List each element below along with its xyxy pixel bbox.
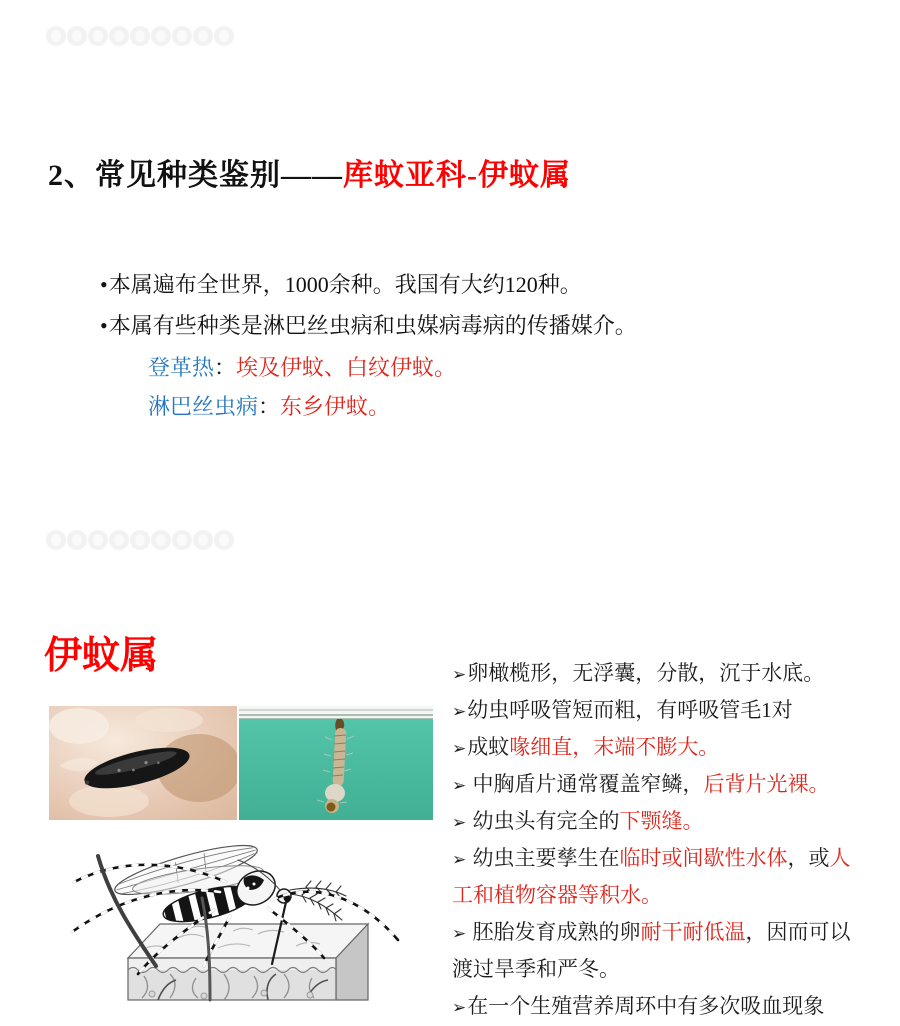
page-title-prefix: 2、常见种类鉴别—— xyxy=(48,159,343,192)
larva-photo xyxy=(239,706,433,820)
feature-list xyxy=(452,655,896,1025)
feature-text: 后背片光裸。 xyxy=(703,772,830,796)
feature-text: 幼虫呼吸管短而粗，有呼吸管毛1对 xyxy=(467,698,793,722)
mosquito-bite-art xyxy=(58,836,442,1000)
feature-line xyxy=(452,914,896,951)
feature-text: 渡过旱季和严冬。 xyxy=(452,957,620,981)
pest-icon xyxy=(172,530,192,550)
feature-text: 人 xyxy=(829,846,851,870)
pest-icon xyxy=(193,26,213,46)
pest-icon xyxy=(172,26,192,46)
arrow-bullet: ➢ xyxy=(452,665,467,684)
arrow-bullet: ➢ xyxy=(452,739,467,758)
feature-text: ，因而可以 xyxy=(745,920,851,944)
pest-icon xyxy=(109,530,129,550)
page-title xyxy=(48,150,571,194)
disease-colon: ： xyxy=(214,355,237,380)
pest-icon xyxy=(151,26,171,46)
feature-text: 幼虫主要孳生在 xyxy=(467,846,620,870)
disease-label: 登革热 xyxy=(148,355,215,380)
disease-vectors: 埃及伊蚊、白纹伊蚊。 xyxy=(236,355,457,380)
mosquito-bite-illustration xyxy=(58,836,442,1000)
pest-icon xyxy=(214,26,234,46)
feature-line xyxy=(452,877,896,914)
arrow-bullet: ➢ xyxy=(452,850,467,869)
pest-icon xyxy=(130,530,150,550)
feature-line xyxy=(452,655,896,692)
larva-photo-art xyxy=(239,706,433,820)
arrow-bullet: ➢ xyxy=(452,998,467,1017)
disease-line xyxy=(148,348,456,387)
pest-icon xyxy=(46,26,66,46)
feature-text: 中胸盾片通常覆盖窄鳞， xyxy=(467,772,704,796)
pest-icon xyxy=(214,530,234,550)
feature-text: 卵橄榄形，无浮囊，分散，沉于水底。 xyxy=(467,661,825,685)
arrow-bullet: ➢ xyxy=(452,813,467,832)
feature-text: 耐干耐低温 xyxy=(640,920,746,944)
arrow-bullet: ➢ xyxy=(452,702,467,721)
feature-line xyxy=(452,803,896,840)
watermark-row-1 xyxy=(46,26,234,46)
feature-text: 喙细直，末端不膨大。 xyxy=(509,735,720,759)
pest-icon xyxy=(46,530,66,550)
arrow-bullet: ➢ xyxy=(452,924,467,943)
disease-label: 淋巴丝虫病 xyxy=(148,394,259,419)
watermark-row-2 xyxy=(46,530,234,550)
intro-text: 本属有些种类是淋巴丝虫病和虫媒病毒病的传播媒介。 xyxy=(108,313,637,338)
feature-text: ，或 xyxy=(787,846,830,870)
intro-text: 本属遍布全世界，1000余种。我国有大约120种。 xyxy=(108,272,582,297)
disease-line xyxy=(148,387,456,426)
egg-photo-art xyxy=(49,706,237,820)
intro-bullet xyxy=(100,305,637,346)
feature-line xyxy=(452,840,896,877)
feature-line xyxy=(452,988,896,1025)
feature-text: 工和植物容器等积水。 xyxy=(452,883,662,907)
intro-list xyxy=(100,264,637,346)
feature-text: 下颚缝。 xyxy=(619,809,704,833)
bullet-marker: • xyxy=(100,313,108,338)
feature-line xyxy=(452,729,896,766)
page-title-highlight: 库蚊亚科-伊蚊属 xyxy=(343,159,571,192)
feature-text: 在一个生殖营养周环中有多次吸血现象 xyxy=(467,994,825,1018)
disease-vectors: 东乡伊蚊。 xyxy=(280,394,391,419)
feature-line xyxy=(452,951,896,988)
arrow-bullet: ➢ xyxy=(452,776,467,795)
feature-text: 幼虫头有完全的 xyxy=(467,809,620,833)
pest-icon xyxy=(109,26,129,46)
pest-icon xyxy=(88,530,108,550)
genus-heading: 伊蚊属 xyxy=(44,635,159,677)
disease-colon: ： xyxy=(258,394,281,419)
feature-text: 临时或间歇性水体 xyxy=(619,846,788,870)
pest-icon xyxy=(88,26,108,46)
intro-bullet xyxy=(100,264,637,305)
skin-block xyxy=(128,924,368,1000)
pest-icon xyxy=(151,530,171,550)
feature-text: 胚胎发育成熟的卵 xyxy=(467,920,641,944)
bullet-marker: • xyxy=(100,272,108,297)
pest-icon xyxy=(67,26,87,46)
feature-line xyxy=(452,766,896,803)
disease-list xyxy=(148,348,456,426)
feature-line xyxy=(452,692,896,729)
egg-photo xyxy=(49,706,237,820)
feature-text: 成蚊 xyxy=(467,735,510,759)
pest-icon xyxy=(67,530,87,550)
pest-icon xyxy=(130,26,150,46)
pest-icon xyxy=(193,530,213,550)
